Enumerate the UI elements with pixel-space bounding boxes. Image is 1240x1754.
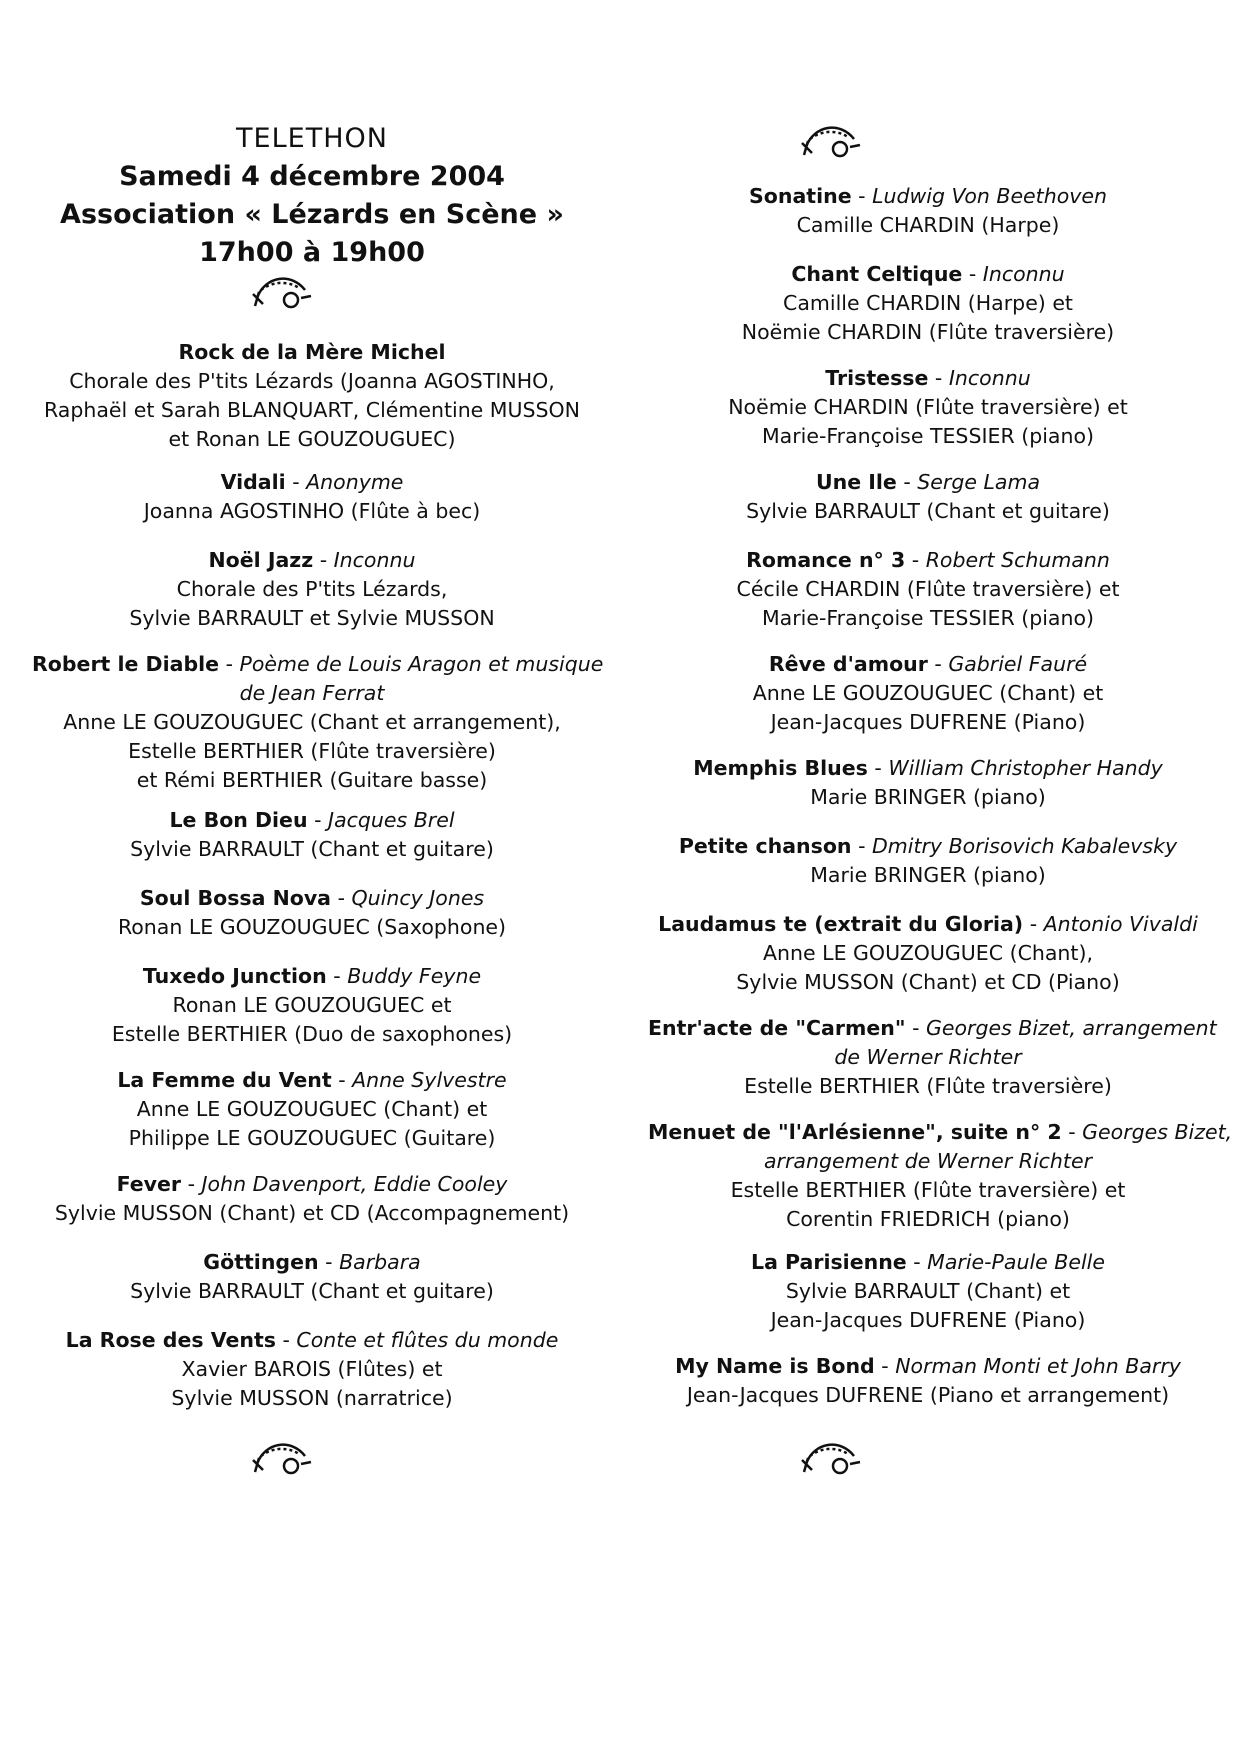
lizard-ornament-icon <box>251 1434 313 1476</box>
separator: - <box>912 1016 920 1040</box>
performer-line: Anne LE GOUZOUGUEC (Chant) et <box>136 1097 488 1121</box>
performer-line: et Ronan LE GOUZOUGUEC) <box>168 427 456 451</box>
separator: - <box>319 548 328 572</box>
separator: - <box>292 470 300 494</box>
separator: - <box>1068 1120 1076 1144</box>
piece-heading <box>648 468 1208 497</box>
piece-title: Vidali <box>220 470 286 494</box>
program-item <box>648 468 1208 526</box>
piece-title: La Femme du Vent <box>117 1068 332 1092</box>
performer-line: Marie-Françoise TESSIER (piano) <box>761 424 1095 448</box>
program-item <box>32 650 604 795</box>
separator: - <box>968 262 977 286</box>
piece-title: Memphis Blues <box>693 756 868 780</box>
program-item <box>648 546 1208 633</box>
program-item <box>32 1248 592 1306</box>
piece-composer: Georges Bizet, <box>1082 1120 1233 1144</box>
program-item <box>32 338 592 454</box>
separator: - <box>1029 912 1038 936</box>
piece-title: Petite chanson <box>678 834 852 858</box>
separator: - <box>903 470 911 494</box>
piece-heading <box>32 1170 592 1199</box>
performer-line: Corentin FRIEDRICH (piano) <box>786 1207 1070 1231</box>
piece-heading <box>648 650 1208 679</box>
performer-line: Sylvie BARRAULT (Chant et guitare) <box>130 837 494 861</box>
program-item <box>648 1352 1208 1410</box>
piece-composer: Ludwig Von Beethoven <box>872 184 1107 208</box>
piece-title: Menuet de "l'Arlésienne", suite n° 2 <box>648 1120 1062 1144</box>
lizard-ornament-icon <box>800 1434 862 1476</box>
piece-composer: Conte et flûtes du monde <box>296 1328 559 1352</box>
piece-composer: Dmitry Borisovich Kabalevsky <box>872 834 1178 858</box>
piece-heading <box>32 338 592 367</box>
piece-title: Robert le Diable <box>32 652 220 676</box>
piece-heading <box>32 650 604 679</box>
program-item <box>32 884 592 942</box>
program-item <box>32 1170 592 1228</box>
separator: - <box>858 834 866 858</box>
performer-line: Chorale des P'tits Lézards (Joanna AGOSTINHO, <box>69 369 555 393</box>
piece-title: Sonatine <box>749 184 852 208</box>
event-time: 17h00 à 19h00 <box>199 237 425 268</box>
performer-line: Sylvie MUSSON (narratrice) <box>171 1386 453 1410</box>
piece-composer: Marie-Paule Belle <box>927 1250 1105 1274</box>
page-title: TELETHON <box>236 123 388 154</box>
program-item <box>648 650 1208 737</box>
performer-line: Sylvie BARRAULT (Chant et guitare) <box>746 499 1110 523</box>
performer-line: Anne LE GOUZOUGUEC (Chant), <box>763 941 1093 965</box>
association-name: Association « Lézards en Scène » <box>60 199 564 230</box>
piece-heading <box>32 962 592 991</box>
performer-line: Ronan LE GOUZOUGUEC et <box>172 993 452 1017</box>
piece-heading <box>32 1248 592 1277</box>
separator: - <box>911 548 920 572</box>
performer-line: Chorale des P'tits Lézards, <box>176 577 448 601</box>
piece-composer: Antonio Vivaldi <box>1043 912 1198 936</box>
piece-composer: Georges Bizet, arrangement <box>926 1016 1217 1040</box>
piece-heading <box>648 1352 1208 1381</box>
program-item <box>648 754 1208 812</box>
piece-composer: Robert Schumann <box>925 548 1110 572</box>
separator: - <box>225 652 233 676</box>
performer-line: Sylvie BARRAULT (Chant et guitare) <box>130 1279 494 1303</box>
piece-heading <box>32 1066 592 1095</box>
piece-composer: Jacques Brel <box>328 808 455 832</box>
piece-composer: William Christopher Handy <box>888 756 1163 780</box>
piece-heading <box>648 910 1208 939</box>
piece-composer: Buddy Feyne <box>347 964 482 988</box>
performer-line: Anne LE GOUZOUGUEC (Chant) et <box>752 681 1104 705</box>
lizard-ornament-icon <box>800 117 862 159</box>
lizard-ornament-icon <box>251 268 313 310</box>
performer-line: Sylvie BARRAULT (Chant) et <box>785 1279 1071 1303</box>
program-item <box>32 962 592 1049</box>
piece-heading <box>648 1118 1233 1147</box>
performer-line: Joanna AGOSTINHO (Flûte à bec) <box>143 499 481 523</box>
piece-title: Rock de la Mère Michel <box>178 340 446 364</box>
program-item <box>32 1326 592 1413</box>
piece-title: Une Ile <box>815 470 897 494</box>
piece-title: Soul Bossa Nova <box>139 886 332 910</box>
piece-composer: Anonyme <box>306 470 404 494</box>
piece-heading <box>648 364 1208 393</box>
piece-composer: John Davenport, Eddie Cooley <box>201 1172 508 1196</box>
program-item <box>648 1118 1233 1234</box>
piece-title: Noël Jazz <box>208 548 314 572</box>
piece-title: Fever <box>116 1172 182 1196</box>
performer-line: Estelle BERTHIER (Flûte traversière) <box>744 1074 1112 1098</box>
performer-line: Estelle BERTHIER (Duo de saxophones) <box>111 1022 513 1046</box>
program-header <box>32 120 592 272</box>
piece-composer: Norman Monti et John Barry <box>895 1354 1181 1378</box>
piece-composer: Anne Sylvestre <box>352 1068 507 1092</box>
piece-heading <box>648 546 1208 575</box>
separator: - <box>333 964 341 988</box>
piece-heading <box>648 260 1208 289</box>
performer-line: Sylvie BARRAULT et Sylvie MUSSON <box>129 606 495 630</box>
piece-composer-cont: de Werner Richter <box>834 1045 1022 1069</box>
performer-line: Estelle BERTHIER (Flûte traversière) <box>128 739 496 763</box>
piece-title: Tristesse <box>825 366 929 390</box>
piece-composer-cont: arrangement de Werner Richter <box>763 1149 1092 1173</box>
program-item <box>648 1014 1217 1101</box>
piece-heading <box>32 806 592 835</box>
piece-composer: Serge Lama <box>917 470 1041 494</box>
piece-heading <box>648 1248 1208 1277</box>
performer-line: Xavier BAROIS (Flûtes) et <box>181 1357 443 1381</box>
piece-composer: Poème de Louis Aragon et musique <box>239 652 604 676</box>
separator: - <box>881 1354 889 1378</box>
piece-heading <box>648 1014 1217 1043</box>
separator: - <box>314 808 322 832</box>
program-item <box>32 806 592 864</box>
performer-line: Anne LE GOUZOUGUEC (Chant et arrangement), <box>63 710 561 734</box>
program-item <box>648 260 1208 347</box>
performer-line: Ronan LE GOUZOUGUEC (Saxophone) <box>117 915 507 939</box>
piece-heading <box>32 1326 592 1355</box>
separator: - <box>858 184 866 208</box>
piece-composer: Inconnu <box>982 262 1065 286</box>
program-item <box>648 364 1208 451</box>
program-item <box>32 468 592 526</box>
separator: - <box>187 1172 195 1196</box>
program-item <box>648 910 1208 997</box>
performer-line: Jean-Jacques DUFRENE (Piano et arrangement) <box>686 1383 1170 1407</box>
piece-heading <box>32 884 592 913</box>
separator: - <box>913 1250 921 1274</box>
performer-line: Sylvie MUSSON (Chant) et CD (Piano) <box>736 970 1120 994</box>
program-item <box>648 182 1208 240</box>
separator: - <box>934 366 943 390</box>
performer-line: Camille CHARDIN (Harpe) et <box>783 291 1073 315</box>
piece-title: Le Bon Dieu <box>169 808 308 832</box>
performer-line: Jean-Jacques DUFRENE (Piano) <box>770 1308 1086 1332</box>
piece-title: Entr'acte de "Carmen" <box>648 1016 906 1040</box>
program-item <box>32 1066 592 1153</box>
piece-heading <box>648 754 1208 783</box>
separator: - <box>934 652 942 676</box>
program-item <box>32 546 592 633</box>
program-item <box>648 832 1208 890</box>
performer-line: Raphaël et Sarah BLANQUART, Clémentine MUSSON <box>43 398 580 422</box>
performer-line: Philippe LE GOUZOUGUEC (Guitare) <box>128 1126 496 1150</box>
piece-title: Göttingen <box>203 1250 319 1274</box>
separator: - <box>338 1068 346 1092</box>
piece-composer: Gabriel Fauré <box>948 652 1088 676</box>
piece-title: My Name is Bond <box>675 1354 875 1378</box>
performer-line: Noëmie CHARDIN (Flûte traversière) <box>741 320 1115 344</box>
piece-title: Tuxedo Junction <box>142 964 327 988</box>
piece-title: Laudamus te (extrait du Gloria) <box>658 912 1024 936</box>
piece-title: Romance n° 3 <box>746 548 906 572</box>
piece-heading <box>648 182 1208 211</box>
piece-composer: Inconnu <box>333 548 416 572</box>
performer-line: Estelle BERTHIER (Flûte traversière) et <box>730 1178 1126 1202</box>
performer-line: et Rémi BERTHIER (Guitare basse) <box>136 768 488 792</box>
piece-composer-cont: de Jean Ferrat <box>239 681 385 705</box>
piece-title: La Parisienne <box>751 1250 907 1274</box>
program-item <box>648 1248 1208 1335</box>
piece-title: La Rose des Vents <box>65 1328 276 1352</box>
performer-line: Marie BRINGER (piano) <box>810 785 1046 809</box>
performer-line: Camille CHARDIN (Harpe) <box>796 213 1060 237</box>
performer-line: Marie-Françoise TESSIER (piano) <box>761 606 1095 630</box>
performer-line: Jean-Jacques DUFRENE (Piano) <box>770 710 1086 734</box>
piece-heading <box>32 468 592 497</box>
performer-line: Sylvie MUSSON (Chant) et CD (Accompagnement) <box>54 1201 570 1225</box>
event-date: Samedi 4 décembre 2004 <box>119 161 505 192</box>
performer-line: Cécile CHARDIN (Flûte traversière) et <box>736 577 1120 601</box>
piece-composer: Quincy Jones <box>351 886 485 910</box>
separator: - <box>874 756 882 780</box>
performer-line: Noëmie CHARDIN (Flûte traversière) et <box>728 395 1128 419</box>
performer-line: Marie BRINGER (piano) <box>810 863 1046 887</box>
separator: - <box>282 1328 290 1352</box>
piece-title: Chant Celtique <box>791 262 963 286</box>
piece-heading <box>32 546 592 575</box>
separator: - <box>337 886 345 910</box>
piece-composer: Barbara <box>339 1250 421 1274</box>
separator: - <box>325 1250 333 1274</box>
piece-title: Rêve d'amour <box>768 652 928 676</box>
piece-heading <box>648 832 1208 861</box>
piece-composer: Inconnu <box>948 366 1031 390</box>
